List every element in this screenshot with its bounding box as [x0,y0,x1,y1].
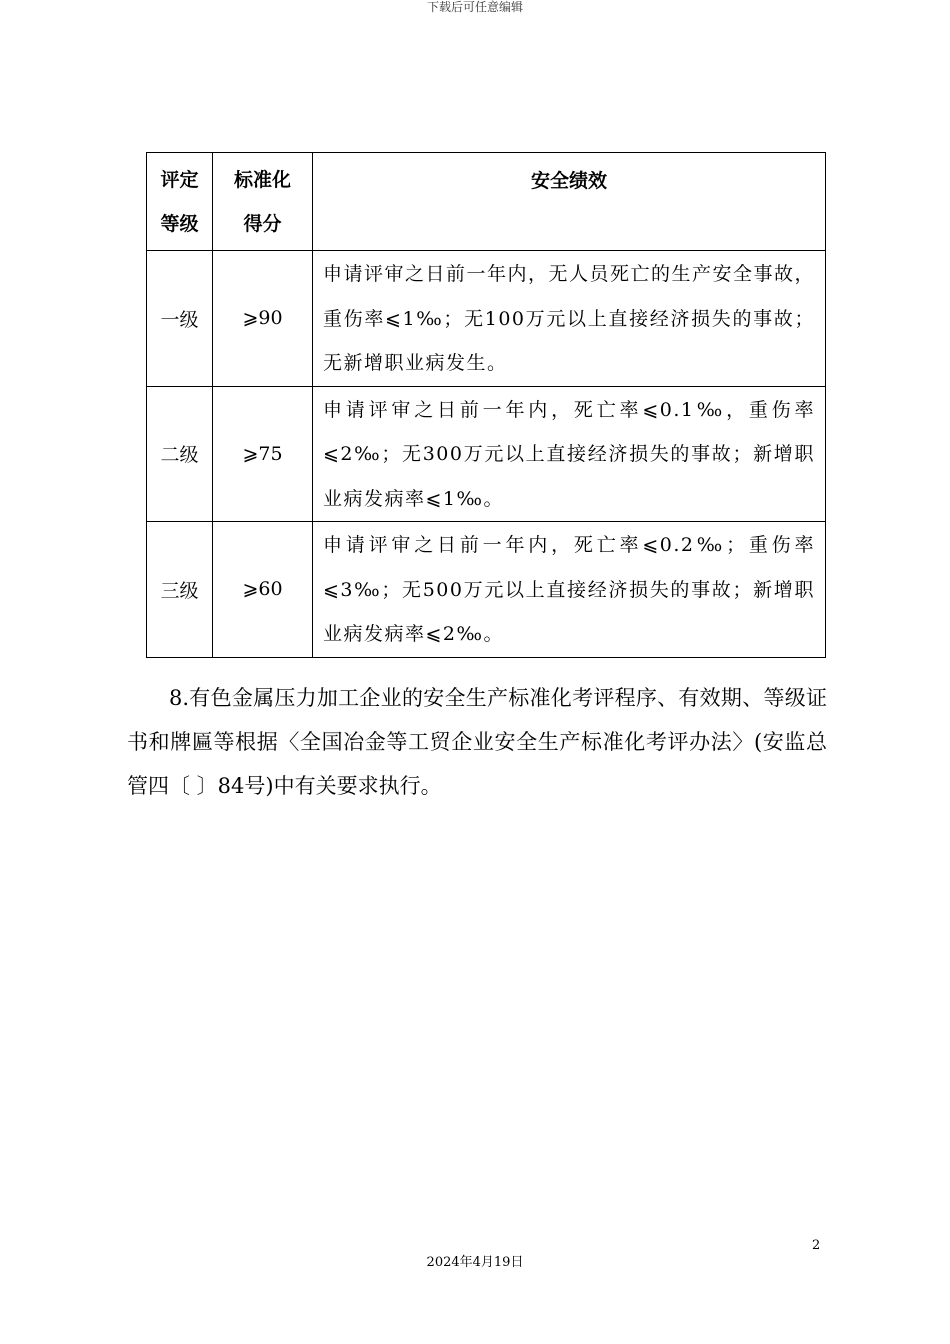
page-number: 2 [812,1238,821,1253]
table-row [147,386,826,522]
footer-date: 2024年4月19日 [426,1255,524,1270]
cell-score: ⩾90 [213,251,313,387]
cell-score: ⩾75 [213,386,313,522]
cell-performance: 申请评审之日前一年内，死亡率⩽0.1‰，重伤率⩽2‰；无300万元以上直接经济损失的事故；新增职业病发病率⩽1‰。 [313,386,826,522]
header-performance: 安全绩效 [313,153,826,251]
table-row [147,522,826,658]
cell-performance: 申请评审之日前一年内，无人员死亡的生产安全事故，重伤率⩽1‰；无100万元以上直接经济损失的事故；无新增职业病发生。 [313,251,826,387]
table-row [147,251,826,387]
cell-level: 一级 [147,251,213,387]
header-score-line1: 标准化 [233,168,291,191]
cell-level: 二级 [147,386,213,522]
header-level-line1: 评定 [160,168,199,191]
header-score [213,153,313,251]
header-level [147,153,213,251]
cell-performance: 申请评审之日前一年内，死亡率⩽0.2‰；重伤率⩽3‰；无500万元以上直接经济损失的事故；新增职业病发病率⩽2‰。 [313,522,826,658]
cell-level: 三级 [147,522,213,658]
header-score-line2: 得分 [243,212,282,235]
grading-table [146,152,826,658]
page-header: 下载后可任意编辑 [426,0,523,14]
header-level-line2: 等级 [160,212,199,235]
table-header-row [147,153,826,251]
cell-score: ⩾60 [213,522,313,658]
body-paragraph: 8.有色金属压力加工企业的安全生产标准化考评程序、有效期、等级证书和牌匾等根据〈全国冶金等工贸企业安全生产标准化考评办法〉(安监总管四〔 〕84号)中有关要求执行。 [127,686,827,798]
